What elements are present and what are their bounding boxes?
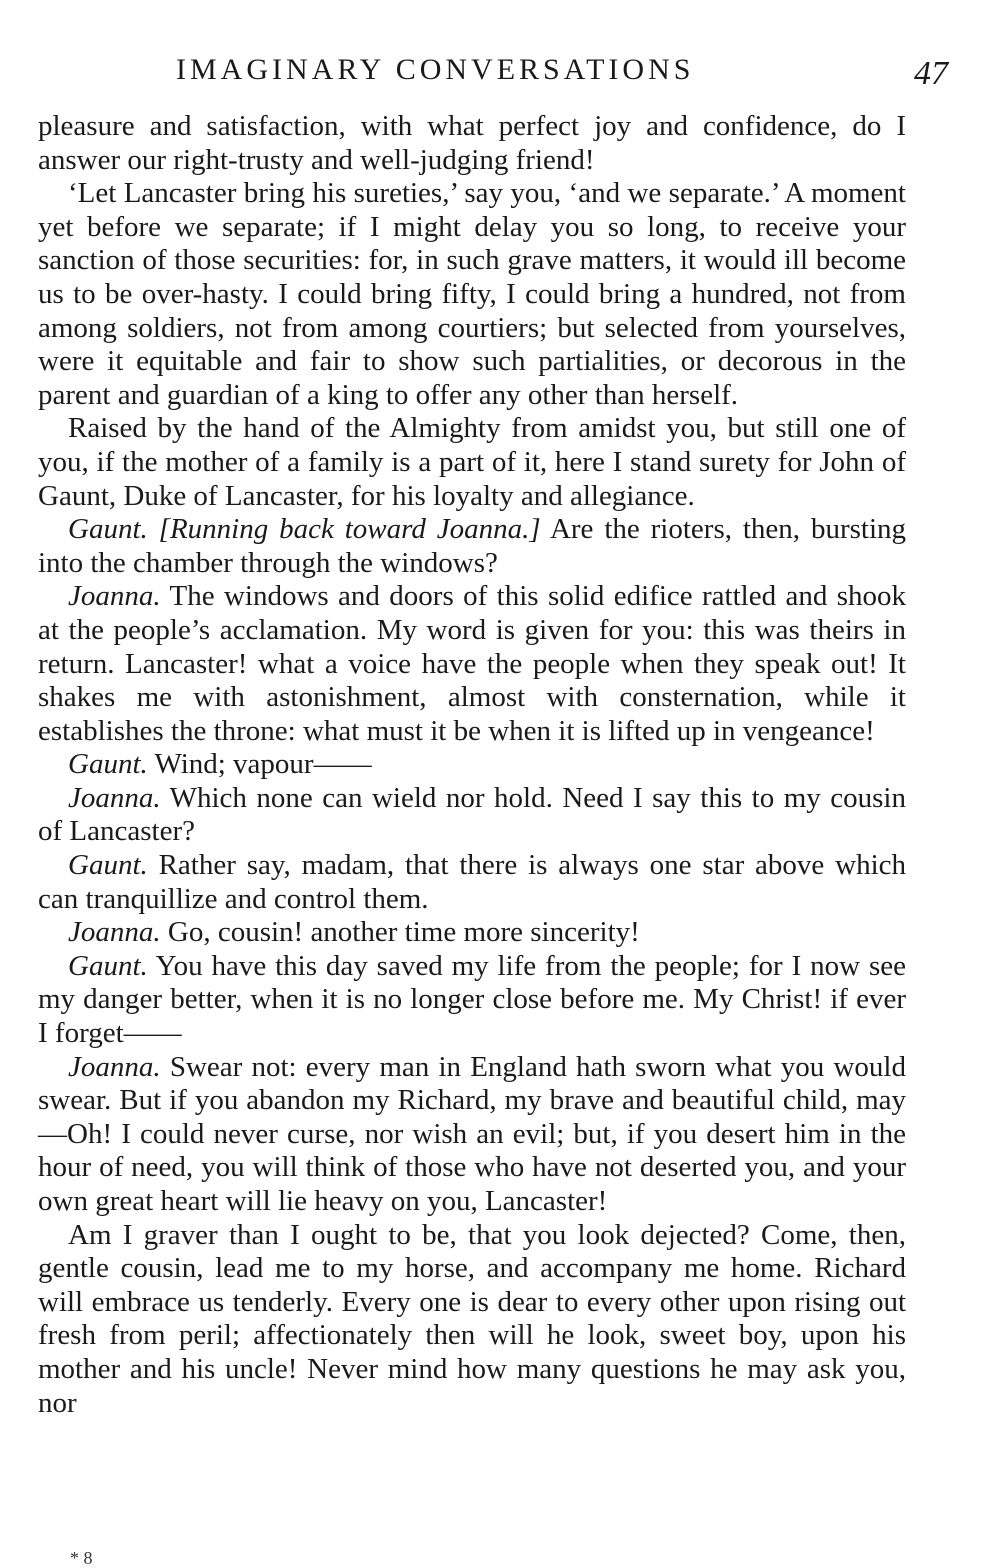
paragraph-text: Am I graver than I ought to be, that you look dejected? Come, then, gentle cousin, lead me to my horse, and accompany me home. Richard will embrace us tenderly. Every one is dear to every other upon rising out fresh from peril; affectionately then will he look, sweet boy, upon his mother and his uncle! Never mind how many questions he may ask you, nor (38, 1218, 906, 1419)
paragraph-continuation (38, 110, 906, 177)
dialogue-text: You have this day saved my life from the people; for I now see my danger better, when it is no longer close before me. My Christ! if ever I forget—— (38, 949, 906, 1050)
page-number: 47 (914, 55, 948, 92)
speaker-name: Gaunt. (68, 849, 148, 882)
paragraph-text: Raised by the hand of the Almighty from amidst you, but still one of you, if the mother of a family is a part of it, here I stand surety for John of Gaunt, Duke of Lancaster, for his loyalty and allegiance. (38, 412, 906, 512)
dialogue-paragraph (38, 916, 906, 950)
speaker-name: Joanna. (68, 781, 161, 814)
dialogue-paragraph (38, 580, 906, 748)
dialogue-text: Rather say, madam, that there is always one star above which can tranquillize and control them. (38, 849, 907, 915)
dialogue-text: Are the rioters, then, bursting into the chamber through the windows? (38, 513, 906, 579)
paragraph (38, 1219, 906, 1421)
body-text (38, 110, 906, 1420)
dialogue-text: The windows and doors of this solid edifice rattled and shook at the people’s acclamation. My word is given for you: this was theirs in return. Lancaster! what a voice have the people when they speak out! It shakes me with astonishment, almost with consternation, while it establishes the throne: what must it be when it is lifted up in vengeance! (38, 580, 906, 747)
paragraph (38, 177, 906, 412)
dialogue-paragraph (38, 748, 906, 782)
dialogue-paragraph (38, 950, 906, 1051)
paragraph-text: pleasure and satisfaction, with what perfect joy and confidence, do I answer our right-trusty and well-judging friend! (38, 110, 906, 176)
paragraph-text: ‘Let Lancaster bring his sureties,’ say you, ‘and we separate.’ A moment yet before we separate; if I might delay you so long, to receive your sanction of those securities: for, in such grave matters, it would ill become us to be over-hasty. I could bring fifty, I could bring a hundred, not from among soldiers, not from among courtiers; but selected from yourselves, were it equitable and fair to show such partialities, or decorous in the parent and guardian of a king to offer any other than herself. (38, 177, 906, 411)
dialogue-text: Swear not: every man in England hath sworn what you would swear. But if you abandon my Richard, my brave and beautiful child, may—Oh! I could never curse, nor wish an evil; but, if you desert him in the hour of need, you will think of those who have not deserted you, and your own great heart will lie heavy on you, Lancaster! (38, 1050, 906, 1217)
dialogue-text: Go, cousin! another time more sincerity! (167, 916, 640, 949)
dialogue-text: Wind; vapour—— (154, 748, 372, 781)
printer-signature: * 8 (70, 1548, 93, 1568)
paragraph (38, 412, 906, 513)
running-head (40, 50, 960, 94)
speaker-name: Gaunt. (68, 513, 148, 546)
speaker-name: Joanna. (68, 1050, 161, 1083)
speaker-name: Joanna. (68, 916, 161, 949)
dialogue-paragraph (38, 782, 906, 849)
speaker-name: Gaunt. (68, 949, 148, 982)
speaker-name: Gaunt. (68, 748, 148, 781)
dialogue-paragraph (38, 513, 906, 580)
stage-direction: [Running back toward Joanna.] (158, 513, 541, 546)
dialogue-paragraph (38, 849, 906, 916)
speaker-name: Joanna. (68, 580, 161, 613)
running-title: IMAGINARY CONVERSATIONS (176, 53, 695, 86)
dialogue-paragraph (38, 1051, 906, 1219)
dialogue-text: Which none can wield nor hold. Need I say this to my cousin of Lancaster? (38, 781, 906, 848)
